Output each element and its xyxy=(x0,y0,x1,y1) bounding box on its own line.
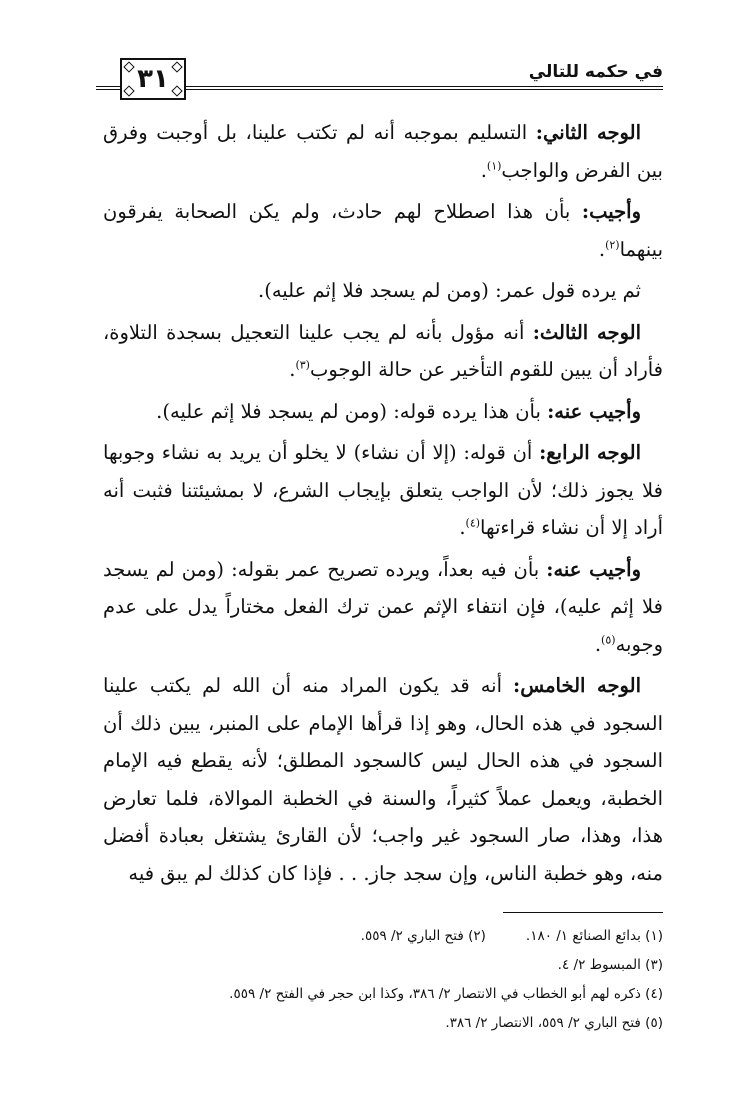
footnote-5: (٥) فتح الباري ٢/ ٥٥٩، الانتصار ٢/ ٣٨٦. xyxy=(445,1015,663,1031)
footnote-ref[interactable]: (٣) xyxy=(295,358,310,372)
paragraph-tail: . xyxy=(480,158,487,182)
paragraph-text: أنه قد يكون المراد منه أن الله لم يكتب علينا السجود في هذه الحال، وهو إذا قرأها الإمام على المنبر، يبين ذلك أن السجود في هذه الحال ليس كالسجود المطلق؛ لأنه يقطع فيه الإمام الخطبة، ويعمل عملاً كثيراً، والسنة في الخطبة الموالاة، فلما تعارض هذا، وهذا، صار السجود غير واجب؛ لأن القارئ يشتغل بعبادة أفضل منه، وهو خطبة الناس، وإن سجد جاز. . . فإذا كان كذلك لم يبق فيه xyxy=(103,674,663,885)
paragraph-lead: الوجه الثالث: xyxy=(532,320,641,344)
footnote-1: (١) بدائع الصنائع ١/ ١٨٠. xyxy=(525,928,663,944)
paragraph-tail: . xyxy=(594,632,602,656)
footnote-rule xyxy=(503,912,663,913)
corner-ornament-icon xyxy=(171,61,182,72)
paragraph-tail: . xyxy=(598,237,606,261)
paragraph-lead: الوجه الثاني: xyxy=(535,121,641,144)
footnote-ref[interactable]: (٢) xyxy=(605,238,620,251)
paragraph-lead: وأجيب عنه: xyxy=(547,399,641,423)
paragraph xyxy=(103,551,663,664)
footnote-4: (٤) ذكره لهم أبو الخطاب في الانتصار ٢/ ٣٨٦، وكذا ابن حجر في الفتح ٢/ ٥٥٩. xyxy=(229,986,663,1002)
page-number-box xyxy=(120,58,186,100)
paragraph xyxy=(103,393,663,431)
paragraph-text: بأن هذا اصطلاح لهم حادث، ولم يكن الصحابة يفرقون بينهما xyxy=(103,200,663,261)
paragraph-lead: وأجيب عنه: xyxy=(546,557,641,581)
page-number: ٣١ xyxy=(137,64,169,94)
footnote-ref[interactable]: (٤) xyxy=(465,516,481,530)
paragraph xyxy=(103,434,663,547)
corner-ornament-icon xyxy=(123,61,134,72)
running-title: في حكمه للتالي xyxy=(528,62,663,82)
corner-ornament-icon xyxy=(171,85,182,96)
paragraph-text: ثم يرده قول عمر: (ومن لم يسجد فلا إثم عليه). xyxy=(258,279,641,302)
footnote-ref[interactable]: (٥) xyxy=(601,633,616,646)
footnote-row xyxy=(93,922,663,951)
paragraph-lead: الوجه الرابع: xyxy=(539,441,641,464)
paragraph xyxy=(103,272,663,310)
paragraph-text: أنه مؤول بأنه لم يجب علينا التعجيل بسجدة التلاوة، فأراد أن يبين للقوم التأخير عن حالة الوجوب xyxy=(103,320,663,381)
paragraph-tail: . xyxy=(459,516,466,539)
paragraph-lead: الوجه الخامس: xyxy=(513,674,641,697)
paragraph xyxy=(103,667,663,892)
paragraph xyxy=(103,314,663,389)
paragraph-text: بأن فيه بعداً، ويرده تصريح عمر بقوله: (ومن لم يسجد فلا إثم عليه)، فإن انتفاء الإثم عمن ترك الفعل مختاراً يدل على عدم وجوبه xyxy=(103,557,663,656)
paragraph-tail: . xyxy=(289,358,296,381)
footnote-3: (٣) المبسوط ٢/ ٤. xyxy=(557,957,663,973)
paragraph-text: أن قوله: (إلا أن نشاء) لا يخلو أن يريد به نشاء وجوبها فلا يجوز ذلك؛ لأن الواجب يتعلق بإيجاب الشرع، لا بمشيئتنا فثبت أنه أراد إلا أن نشاء قراءتها xyxy=(103,441,663,539)
paragraph xyxy=(103,114,663,189)
body-text xyxy=(103,114,663,892)
corner-ornament-icon xyxy=(123,85,134,96)
footnote-2: (٢) فتح الباري ٢/ ٥٥٩. xyxy=(360,928,486,944)
paragraph-text: بأن هذا يرده قوله: (ومن لم يسجد فلا إثم عليه). xyxy=(156,399,548,423)
paragraph xyxy=(103,193,663,268)
paragraph-lead: وأجيب: xyxy=(581,200,641,223)
footnote-ref[interactable]: (١) xyxy=(486,159,502,172)
paragraph-text: التسليم بموجبه أنه لم تكتب علينا، بل أوجبت وفرق بين الفرض والواجب xyxy=(103,121,663,182)
footnotes xyxy=(93,922,663,1038)
